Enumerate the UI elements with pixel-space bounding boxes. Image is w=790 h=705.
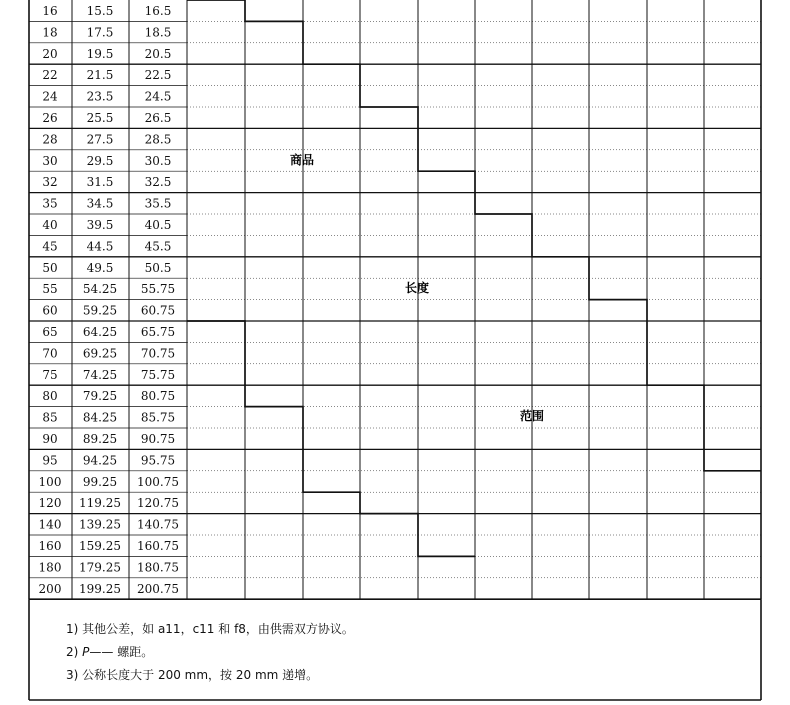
region-label-fanwei: 范围 — [519, 409, 545, 423]
cell-min: 59.25 — [82, 303, 118, 318]
footnotes — [66, 618, 766, 687]
cell-nominal: 60 — [42, 303, 58, 318]
cell-nominal: 70 — [42, 346, 58, 361]
region-label-changdu: 长度 — [404, 281, 430, 295]
cell-min: 94.25 — [82, 453, 118, 468]
cell-min: 159.25 — [79, 539, 121, 553]
cell-nominal: 18 — [42, 25, 58, 40]
cell-max: 35.5 — [144, 196, 172, 211]
cell-min: 27.5 — [86, 132, 114, 147]
cell-max: 45.5 — [144, 239, 172, 254]
cell-min: 31.5 — [86, 175, 114, 190]
cell-max: 70.75 — [140, 346, 176, 361]
lower-range-boundary — [187, 321, 475, 556]
cell-max: 100.75 — [137, 474, 179, 489]
cell-min: 89.25 — [82, 432, 118, 446]
cell-nominal: 85 — [42, 410, 58, 425]
cell-min: 44.5 — [86, 239, 114, 254]
cell-max: 75.75 — [140, 367, 176, 382]
cell-min: 19.5 — [86, 46, 114, 61]
cell-nominal: 180 — [38, 560, 62, 575]
cell-min: 74.25 — [82, 367, 118, 382]
cell-min: 39.5 — [86, 218, 114, 232]
footnote-3: 3) 公称长度大于 200 mm，按 20 mm 递增。 — [66, 668, 319, 682]
cell-min: 84.25 — [82, 410, 118, 425]
cell-max: 80.75 — [140, 389, 176, 404]
cell-min: 79.25 — [82, 389, 118, 404]
cell-max: 32.5 — [144, 175, 172, 190]
cell-max: 85.75 — [140, 410, 176, 425]
cell-max: 65.75 — [140, 325, 176, 339]
cell-max: 60.75 — [140, 303, 176, 318]
cell-nominal: 22 — [42, 68, 58, 83]
cell-nominal: 16 — [42, 4, 58, 18]
cell-nominal: 100 — [38, 474, 62, 489]
cell-min: 21.5 — [86, 68, 114, 83]
cell-max: 26.5 — [144, 111, 172, 125]
cell-max: 55.75 — [140, 282, 176, 297]
cell-max: 50.5 — [144, 260, 172, 275]
cell-max: 200.75 — [137, 581, 179, 596]
cell-nominal: 30 — [42, 153, 58, 168]
cell-min: 64.25 — [82, 325, 118, 339]
cell-min: 119.25 — [79, 496, 121, 511]
cell-min: 34.5 — [86, 196, 114, 211]
range-staircase — [187, 0, 761, 556]
cell-min: 69.25 — [82, 346, 118, 361]
footnote-2-text: —— 螺距。 — [89, 645, 154, 659]
footnote-2 — [66, 641, 766, 664]
cell-nominal: 95 — [42, 453, 58, 468]
cell-nominal: 28 — [42, 132, 58, 147]
footnote-2-prefix: 2) — [66, 645, 83, 659]
cell-min: 139.25 — [79, 517, 121, 532]
cell-max: 22.5 — [144, 68, 172, 83]
cell-min: 29.5 — [86, 153, 114, 168]
cell-nominal: 140 — [38, 517, 62, 532]
cell-max: 40.5 — [144, 218, 172, 232]
cell-min: 17.5 — [86, 25, 114, 40]
cell-max: 180.75 — [137, 560, 179, 575]
cell-nominal: 55 — [42, 282, 58, 297]
cell-min: 49.5 — [86, 260, 114, 275]
cell-max: 140.75 — [137, 517, 179, 532]
cell-max: 20.5 — [144, 46, 172, 61]
cell-max: 95.75 — [140, 453, 176, 468]
cell-max: 120.75 — [137, 496, 179, 511]
cell-nominal: 90 — [42, 432, 58, 446]
cell-max: 160.75 — [137, 539, 179, 553]
cell-nominal: 120 — [38, 496, 62, 511]
cell-min: 25.5 — [86, 111, 114, 125]
cell-max: 30.5 — [144, 153, 172, 168]
cell-nominal: 24 — [42, 89, 58, 104]
region-label-shangpin: 商品 — [289, 153, 315, 167]
cell-min: 54.25 — [82, 282, 118, 297]
cell-max: 90.75 — [140, 432, 176, 446]
cell-min: 179.25 — [79, 560, 121, 575]
cell-max: 28.5 — [144, 132, 172, 147]
cell-max: 16.5 — [144, 4, 172, 18]
cell-nominal: 80 — [42, 389, 58, 404]
cell-min: 15.5 — [86, 4, 114, 18]
cell-nominal: 65 — [42, 325, 58, 339]
cell-nominal: 35 — [42, 196, 58, 211]
cell-nominal: 50 — [42, 260, 58, 275]
cell-nominal: 75 — [42, 367, 58, 382]
upper-range-boundary — [187, 0, 761, 471]
cell-min: 99.25 — [82, 474, 118, 489]
cell-nominal: 32 — [42, 175, 58, 190]
cell-nominal: 26 — [42, 111, 58, 125]
cell-min: 23.5 — [86, 89, 114, 104]
footnote-1: 1) 其他公差，如 a11，c11 和 f8，由供需双方协议。 — [66, 622, 354, 636]
cell-max: 24.5 — [144, 89, 172, 104]
cell-nominal: 200 — [38, 581, 62, 596]
cell-nominal: 20 — [42, 46, 58, 61]
cell-nominal: 45 — [42, 239, 58, 254]
cell-nominal: 160 — [38, 539, 62, 553]
cell-nominal: 40 — [42, 218, 58, 232]
footnote-2-symbol: P — [82, 645, 90, 659]
cell-max: 18.5 — [144, 25, 172, 40]
cell-min: 199.25 — [79, 581, 121, 596]
